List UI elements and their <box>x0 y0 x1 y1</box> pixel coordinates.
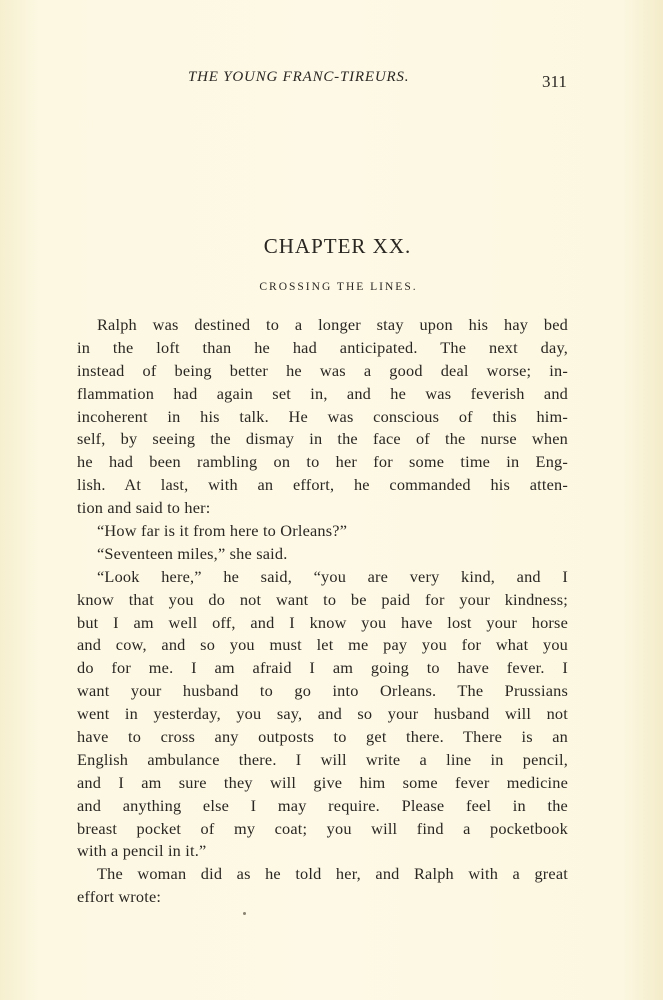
running-head <box>0 66 663 96</box>
text-line: he had been rambling on to her for some time in Eng- <box>77 452 568 472</box>
text-line: effort wrote: <box>77 887 162 907</box>
text-line: want your husband to go into Orleans. The Prussians <box>77 681 568 701</box>
text-line: but I am well off, and I know you have lost your horse <box>77 612 568 632</box>
text-line: self, by seeing the dismay in the face of the nurse when <box>77 429 568 449</box>
running-title: THE YOUNG FRANC-TIREURS. <box>188 69 410 85</box>
paper-speck <box>243 912 246 915</box>
text-line: The woman did as he told her, and Ralph with a great <box>97 864 568 884</box>
text-line: and anything else I may require. Please feel in the <box>77 795 568 815</box>
text-line: “How far is it from here to Orleans?” <box>97 521 348 541</box>
text-line: in the loft than he had anticipated. The next day, <box>77 337 568 357</box>
text-line: incoherent in his talk. He was conscious of this him- <box>77 406 568 426</box>
text-line: instead of being better he was a good deal worse; in- <box>77 360 568 380</box>
text-line: and I am sure they will give him some fever medicine <box>77 772 568 792</box>
text-line: went in yesterday, you say, and so your husband will not <box>77 704 568 724</box>
text-line: Ralph was destined to a longer stay upon his hay bed <box>97 315 568 334</box>
chapter-subtitle: CROSSING THE LINES. <box>259 281 418 293</box>
text-line: breast pocket of my coat; you will find a pocketbook <box>77 818 568 838</box>
text-line: English ambulance there. I will write a line in pencil, <box>77 749 568 769</box>
body-text <box>77 314 568 909</box>
text-line: tion and said to her: <box>77 498 211 518</box>
page-number: 311 <box>542 72 567 91</box>
text-line: flammation had again set in, and he was feverish and <box>77 383 568 403</box>
text-line: have to cross any outposts to get there. There is an <box>77 727 568 747</box>
text-line: and cow, and so you must let me pay you for what you <box>77 635 568 655</box>
text-line: “Look here,” he said, “you are very kind, and I <box>97 566 568 586</box>
text-line: lish. At last, with an effort, he commanded his atten- <box>77 475 568 495</box>
text-line: do for me. I am afraid I am going to have fever. I <box>77 658 568 678</box>
chapter-title: CHAPTER XX. <box>263 234 412 258</box>
text-line: with a pencil in it.” <box>77 841 207 861</box>
text-line: know that you do not want to be paid for your kindness; <box>77 589 568 609</box>
text-line: “Seventeen miles,” she said. <box>97 543 288 563</box>
